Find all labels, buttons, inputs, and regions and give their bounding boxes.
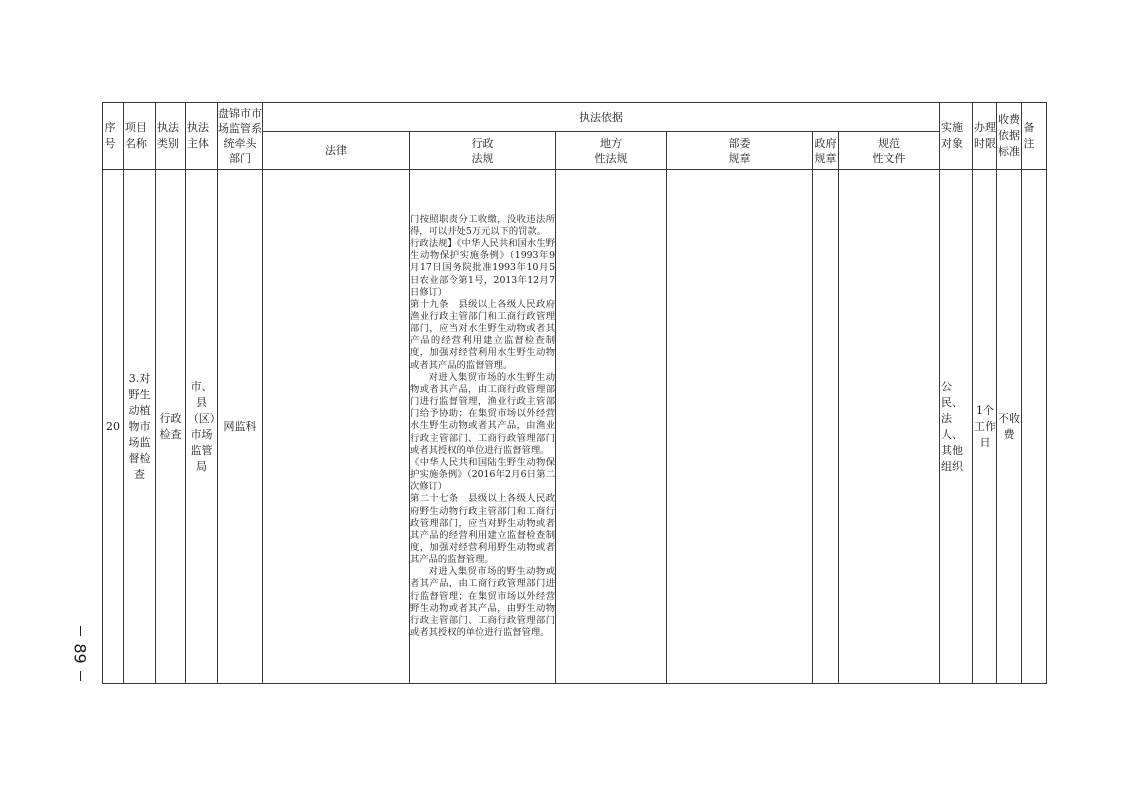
header-subject: 执法主体 xyxy=(186,103,218,170)
header-seq: 序号 xyxy=(103,103,124,170)
header-dept: 盘锦市市 场监管系 统牵头 部门 xyxy=(218,103,263,170)
header-law: 法律 xyxy=(263,132,410,170)
cell-fee: 不收费 xyxy=(997,170,1022,684)
cell-norm-doc xyxy=(839,170,940,684)
cell-remark xyxy=(1022,170,1047,684)
header-type: 执法类别 xyxy=(156,103,186,170)
reg-paragraph-2: 行政法规】《中华人民共和国水生野生动物保护实施条例》（1993年9月17日国务院批准1993年10月5日农业部令第1号，2013年12月7日修订） xyxy=(410,238,555,298)
cell-local-reg xyxy=(556,170,667,684)
header-dept-rule: 部委 规章 xyxy=(667,132,813,170)
header-name: 项目名称 xyxy=(124,103,156,170)
page-number-dash-bottom xyxy=(80,671,81,681)
cell-seq: 20 xyxy=(103,170,124,684)
reg-paragraph-7: 对进入集贸市场的野生动物或者其产品，由工商行政管理部门进行监督管理；在集贸市场以外经营野生动物或者其产品，由野生动物行政主管部门、工商行政管理部门或者其授权的单位进行监督管理。 xyxy=(410,566,555,639)
cell-dept-rule xyxy=(667,170,813,684)
header-norm-doc: 规范 性文件 xyxy=(839,132,940,170)
cell-time-limit: 1个工作日 xyxy=(973,170,997,684)
header-remark: 备注 xyxy=(1022,103,1047,170)
cell-name: 3.对野生动植物市场监督检查 xyxy=(124,170,156,684)
page-number xyxy=(60,620,100,686)
reg-paragraph-6: 第二十七条 县级以上各级人民政府野生动物行政主管部门和工商行政管理部门，应当对野生动物或者其产品的经营利用建立监督检查制度，加强对经营利用野生动物或者其产品的监督管理。 xyxy=(410,493,555,566)
table-row xyxy=(103,170,1047,684)
cell-subject: 市、县（区）市场监管局 xyxy=(186,170,218,684)
cell-dept: 网监科 xyxy=(218,170,263,684)
header-fee: 收费依据标准 xyxy=(997,103,1022,170)
header-target: 实施对象 xyxy=(940,103,973,170)
cell-target: 公民、法人、其他组织 xyxy=(940,170,973,684)
reg-paragraph-5: 《中华人民共和国陆生野生动物保护实施条例》（2016年2月6日第二次修订） xyxy=(410,456,555,493)
page-number-text: 89 xyxy=(70,642,90,664)
header-basis: 执法依据 xyxy=(263,103,940,132)
header-admin-reg: 行政 法规 xyxy=(410,132,556,170)
header-local-reg: 地方 性法规 xyxy=(556,132,667,170)
reg-paragraph-3: 第十九条 县级以上各级人民政府渔业行政主管部门和工商行政管理部门，应当对水生野生动物或者其产品的经营利用建立监督检查制度，加强对经营利用水生野生动物或者其产品的监督管理。 xyxy=(410,298,555,371)
page-number-dash-top xyxy=(80,626,81,636)
enforcement-table xyxy=(102,102,1047,684)
cell-admin-reg xyxy=(410,170,556,684)
reg-paragraph-4: 对进入集贸市场的水生野生动物或者其产品，由工商行政管理部门进行监督管理，渔业行政主管部门给予协助；在集贸市场以外经营水生野生动物或者其产品，由渔业行政主管部门、工商行政管理部门或者其授权的单位进行监督管理。 xyxy=(410,371,555,456)
header-time-limit: 办理时限 xyxy=(973,103,997,170)
cell-type: 行政检查 xyxy=(156,170,186,684)
header-gov-rule: 政府 规章 xyxy=(813,132,839,170)
reg-paragraph-1: 门按照职责分工收缴，没收违法所得，可以并处5万元以下的罚款。 xyxy=(410,213,555,237)
cell-law xyxy=(263,170,410,684)
cell-gov-rule xyxy=(813,170,839,684)
